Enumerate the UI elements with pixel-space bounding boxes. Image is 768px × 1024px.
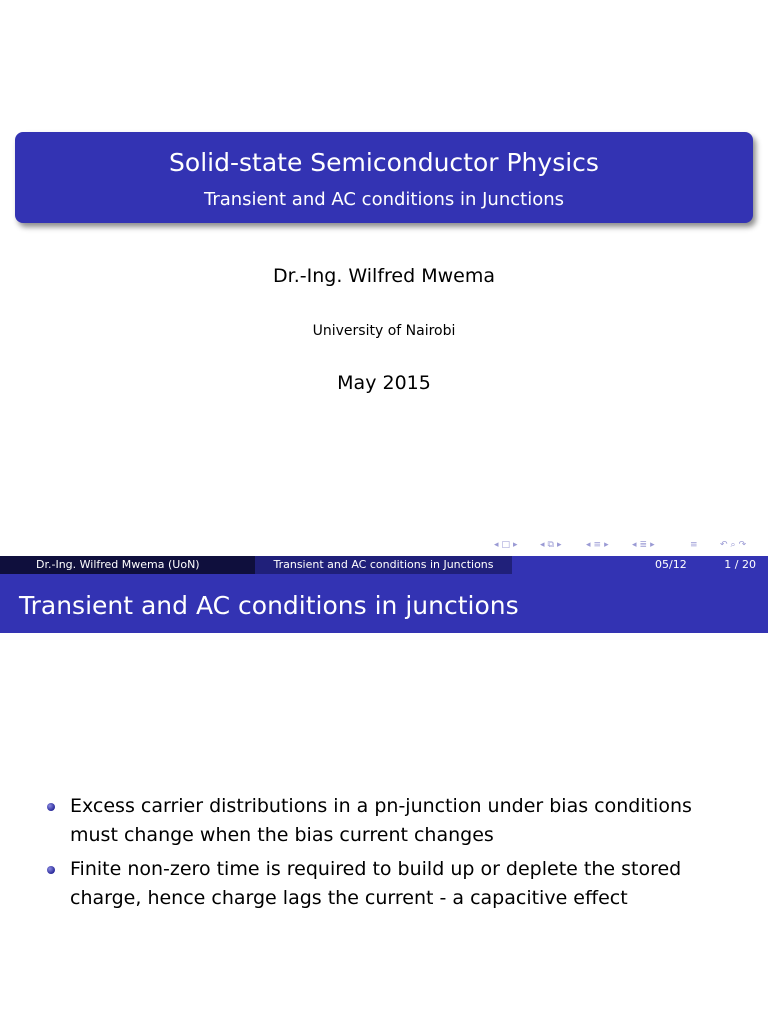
slide-next-icon[interactable]: ▸ <box>513 540 518 550</box>
bullet-icon <box>47 866 55 874</box>
presentation-subtitle: Transient and AC conditions in Junctions <box>203 189 565 210</box>
subsection-icon[interactable]: ≡ <box>593 540 602 550</box>
footer-author: Dr.-Ing. Wilfred Mwema (UoN) <box>0 556 255 574</box>
list-item <box>0 792 768 850</box>
bullet-icon <box>47 803 55 811</box>
content-slide <box>0 556 768 1024</box>
nav-tools-group[interactable] <box>720 536 746 554</box>
nav-document-group[interactable] <box>690 536 698 554</box>
nav-subsection-group[interactable] <box>586 536 609 554</box>
section-prev-icon[interactable]: ◂ <box>632 540 637 550</box>
subsection-next-icon[interactable]: ▸ <box>604 540 609 550</box>
search-icon[interactable]: ⌕ <box>730 540 736 550</box>
footer-info <box>512 556 768 574</box>
slide-box-icon[interactable]: □ <box>501 540 511 550</box>
forward-icon[interactable]: ↷ <box>738 540 747 550</box>
title-block <box>15 132 753 223</box>
institute-name: University of Nairobi <box>312 323 456 339</box>
section-next-icon[interactable]: ▸ <box>650 540 655 550</box>
list-item-text: Finite non-zero time is required to build up or deplete the stored charge, hence charge lags the current - a capacitive effect <box>70 858 682 909</box>
frame-next-icon[interactable]: ▸ <box>556 540 562 550</box>
bullet-list <box>0 792 768 918</box>
author-name: Dr.-Ing. Wilfred Mwema <box>273 265 495 287</box>
nav-slide-group[interactable] <box>494 536 518 554</box>
slide-footer <box>0 556 768 574</box>
footer-page-number: 1 / 20 <box>724 558 756 571</box>
document-icon[interactable]: ≡ <box>690 540 698 550</box>
section-icon[interactable]: ≣ <box>639 540 648 550</box>
back-icon[interactable]: ↶ <box>720 540 728 550</box>
list-item-text: Excess carrier distributions in a pn-junction under bias conditions must change when the bias current changes <box>70 795 692 846</box>
frame-title: Transient and AC conditions in junctions <box>19 591 519 620</box>
footer-date: 05/12 <box>655 558 687 571</box>
presentation-title: Solid-state Semiconductor Physics <box>169 148 599 177</box>
slide-prev-icon[interactable]: ◂ <box>494 540 499 550</box>
nav-section-group[interactable] <box>632 536 655 554</box>
presentation-date: May 2015 <box>337 372 431 394</box>
footer-title: Transient and AC conditions in Junctions <box>255 556 512 574</box>
nav-frame-group[interactable] <box>540 536 562 554</box>
frame-icon[interactable]: ⧉ <box>547 540 554 550</box>
frame-prev-icon[interactable]: ◂ <box>540 540 545 550</box>
list-item <box>0 855 768 913</box>
frame-title-bar <box>0 574 768 633</box>
subsection-prev-icon[interactable]: ◂ <box>586 540 591 550</box>
